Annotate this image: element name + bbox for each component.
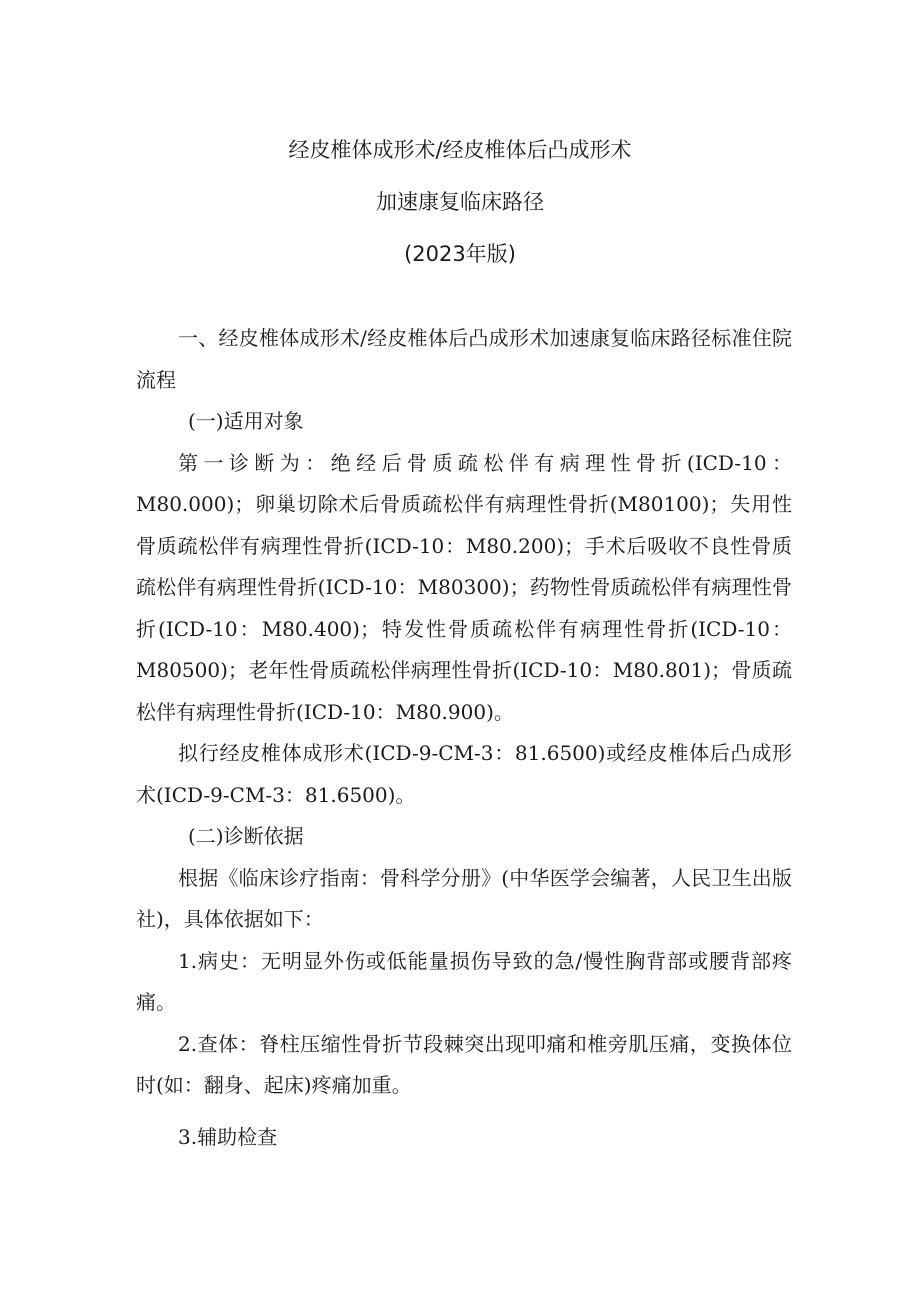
title-line-1: 经皮椎体成形术/经皮椎体后凸成形术 <box>288 138 632 162</box>
document-title <box>0 136 920 292</box>
paragraph-procedure-codes: 拟行经皮椎体成形术(ICD-9-CM-3：81.6500)或经皮椎体后凸成形术(ICD-9-CM-3：81.6500)。 <box>136 741 792 807</box>
subsection-heading-basis: (二)诊断依据 <box>188 824 304 848</box>
paragraph-auxiliary-exam: 3.辅助检查 <box>178 1124 278 1149</box>
subsection-heading-applicable: (一)适用对象 <box>188 409 304 433</box>
spacer <box>136 1107 792 1117</box>
document-body <box>136 318 792 1158</box>
title-line-3: (2023年版) <box>404 242 516 266</box>
paragraph-diagnosis-codes: 第一诊断为：绝经后骨质疏松伴有病理性骨折(ICD-10：M80.000)；卵巢切除术后骨质疏松伴有病理性骨折(M80100)；失用性骨质疏松伴有病理性骨折(ICD-10：M80.200)；手术后吸收不良性骨质疏松伴有病理性骨折(ICD-10：M80300)；药物性骨质疏松伴有病理性骨折(ICD-10：M80.400)；特发性骨质疏松伴有病理性骨折(ICD-10：M80500)；老年性骨质疏松伴病理性骨折(ICD-10：M80.801)；骨质疏松伴有病理性骨折(ICD-10：M80.900)。 <box>136 450 792 724</box>
paragraph-guideline-reference: 根据《临床诊疗指南：骨科学分册》(中华医学会编著，人民卫生出版社)，具体依据如下： <box>136 865 792 931</box>
title-line-2: 加速康复临床路径 <box>376 190 544 214</box>
paragraph-history: 1.病史：无明显外伤或低能量损伤导致的急/慢性胸背部或腰背部疼痛。 <box>136 948 792 1014</box>
section-heading-1: 一、经皮椎体成形术/经皮椎体后凸成形术加速康复临床路径标准住院流程 <box>136 326 792 392</box>
paragraph-physical-exam: 2.查体：脊柱压缩性骨折节段棘突出现叩痛和椎旁肌压痛，变换体位时(如：翻身、起床)疼痛加重。 <box>136 1031 792 1097</box>
